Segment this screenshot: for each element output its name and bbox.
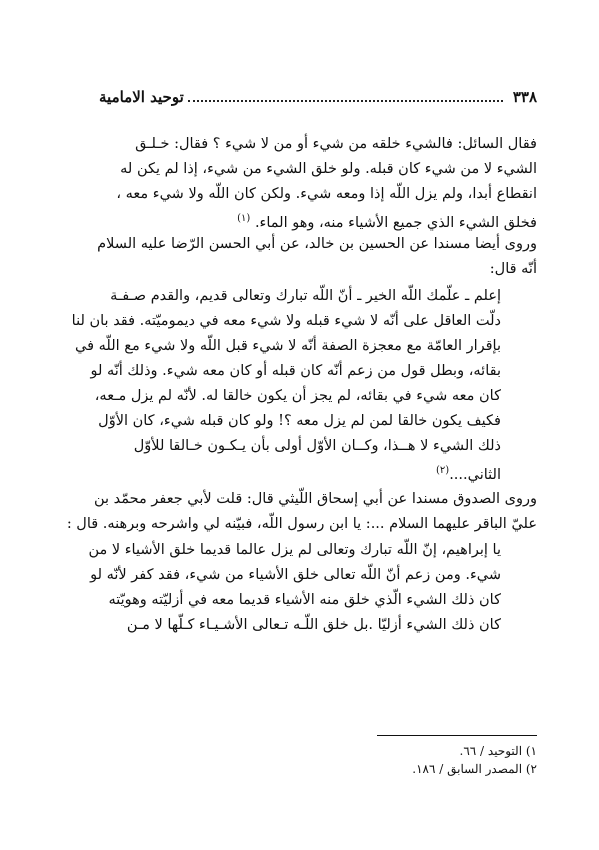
text-line-with-footnote — [61, 459, 501, 483]
text-line: فقال السائل: فالشيء خلقه من شيء أو من لا شيء ؟ فقال: خـلـق — [135, 136, 537, 152]
text: الثاني.... — [449, 466, 501, 483]
running-title: توحيد الامامية — [99, 88, 184, 106]
text-line-with-footnote — [61, 207, 537, 231]
text-line: فكيف يكون خالقا لمن لم يزل معه ؟! ولو كان قبله شيء، كان الأوّل — [98, 413, 501, 429]
page-header — [99, 82, 537, 112]
text-line: الشيء لا من شيء كان قبله. ولو خلق الشيء من شيء، إذا لم يكن له — [120, 161, 537, 177]
footnote-divider — [377, 735, 537, 736]
text: فخلق الشيء الذي جميع الأشياء منه، وهو الماء. — [254, 214, 537, 231]
text-line: يا إبراهيم، إنّ اللّه تبارك وتعالى لم يزل عالما قديما خلق الأشياء لا من — [88, 542, 501, 558]
text-line: بإقرار العامّة مع معجزة الصفة أنّه لا شيء قبل اللّه ولا شيء مع اللّه في — [75, 338, 501, 354]
text-line: إعلم ـ علّمك اللّه الخير ـ أنّ اللّه تبارك وتعالى قديم، والقدم صـفـة — [110, 288, 501, 304]
text-line: عليّ الباقر عليهما السلام ...: يا ابن رسول اللّه، فبيّنه لي واشرحه وبرهنه. قال : — [66, 516, 537, 532]
text-line: شيء. ومن زعم أنّ اللّه تعالى خلق الأشياء من شيء، فقد كفر لأنّه لو — [90, 567, 501, 583]
footnote: ١) التوحيد / ٦٦. — [459, 744, 537, 758]
text-line: دلّت العاقل على أنّه لا شيء قبله ولا شيء معه في ديموميّته. فقد بان لنا — [71, 313, 501, 329]
text-line: انقطاع أبدا، ولم يزل اللّه إذا ومعه شيء. ولكن كان اللّه ولا شيء معه ، — [116, 186, 537, 202]
footnote-mark-1: (١) — [237, 213, 251, 224]
page-number: ٣٣٨ — [512, 88, 537, 106]
footnote-mark-2: (٢) — [436, 465, 450, 476]
dotted-leader — [188, 100, 503, 102]
footnote: ٢) المصدر السابق / ١٨٦. — [412, 762, 537, 776]
text-line: كان معه شيء في بقائه، لم يجز أن يكون خالقا له. لأنّه لم يزل مـعه، — [94, 388, 501, 404]
text-line: وروى الصدوق مسندا عن أبي إسحاق اللّيثي قال: قلت لأبي جعفر محمّد بن — [93, 491, 537, 507]
text-line: وروى أيضا مسندا عن الحسين بن خالد، عن أبي الحسن الرّضا عليه السلام — [97, 236, 537, 252]
text-line: أنّه قال: — [489, 261, 537, 277]
text-line: كان ذلك الشيء الّذي خلق منه الأشياء قديما معه في أزليّته وهويّته — [108, 592, 501, 608]
text-line: بقائه، وبطل قول من زعم أنّه كان قبله أو كان معه شيء. وذلك أنّه لو — [90, 363, 501, 379]
text-line: ذلك الشيء لا هــذا، وكــان الأوّل أولى بأن يـكـون خـالقا للأوّل — [133, 438, 501, 454]
text-line: كان ذلك الشيء أزليّا .بل خلق اللّـه تـعالى الأشـيـاء كـلّها لا مـن — [126, 617, 501, 633]
